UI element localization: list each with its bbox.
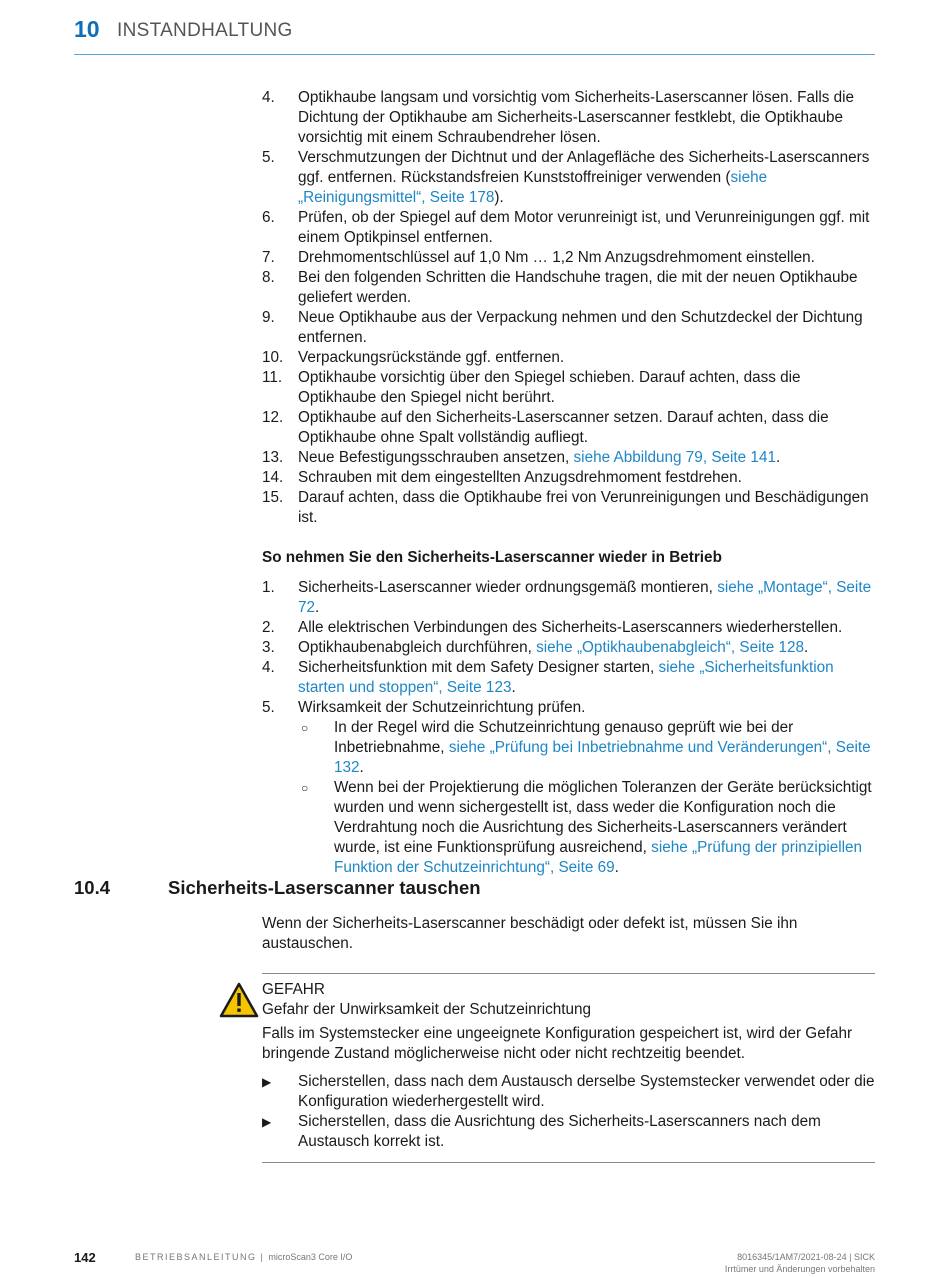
warning-triangle-icon [219, 982, 259, 1018]
danger-body: Falls im Systemstecker eine ungeeignete Konfiguration gespeichert ist, wird der Gefahr bringende Zustand möglicherweise nicht oder nicht rechtzeitig beendet. [262, 1025, 853, 1062]
list-item: 1. Sicherheits-Laserscanner wieder ordnungsgemäß montieren, siehe „Montage“, Seite 72. [262, 579, 872, 616]
page-header [74, 14, 875, 55]
list-item: 5. Verschmutzungen der Dichtnut und der Anlagefläche des Sicherheits-Laserscanners ggf. entfernen. Rückstandsfreien Kunststoffreiniger verwenden (siehe „Reinigungsmittel“, Seite 178). [262, 149, 870, 206]
list-item: 8. Bei den folgenden Schritten die Handschuhe tragen, die mit der neuen Optikhaube geliefert werden. [262, 269, 858, 306]
chapter-number: 10 [74, 16, 100, 42]
cross-reference-link[interactable]: siehe „Montage“, Seite 72 [298, 579, 872, 616]
section-number: 10.4 [74, 877, 111, 898]
list-item: 14. Schrauben mit dem eingestellten Anzugsdrehmoment festdrehen. [262, 469, 742, 486]
cross-reference-link[interactable]: siehe „Prüfung bei Inbetriebnahme und Veränderungen“, Seite 132 [334, 739, 871, 776]
circle-bullet-icon: ○ [301, 721, 309, 735]
list-item: 5. Wirksamkeit der Schutzeinrichtung prüfen. ○ In der Regel wird die Schutzeinrichtung genauso geprüft wie bei der Inbetriebnahme, siehe „Prüfung bei Inbetriebnahme und Veränderungen“, Seite 132. ○ Wenn bei der Projektierung die möglichen Toleranzen der Geräte berücksichtigt wurden und wenn sichergestellt ist, dass weder die Konfiguration noch die Verdrahtung noch die Ausrichtung des Sicherheits-Laserscanners verändert wurde, ist eine Funktionsprüfung ausreichend, siehe „Prüfung der prinzipiellen Funktion der Schutzeinrichtung“, Seite 69. [262, 698, 875, 878]
main-content [262, 88, 875, 878]
action-list [262, 1072, 875, 1152]
chapter-title: INSTANDHALTUNG [117, 20, 293, 41]
sub-list [298, 718, 875, 878]
section-title: Sicherheits-Laserscanner tauschen [168, 877, 481, 898]
disclaimer: Irrtümer und Änderungen vorbehalten [724, 1264, 875, 1274]
list-item: 7. Drehmomentschlüssel auf 1,0 Nm … 1,2 Nm Anzugsdrehmoment einstellen. [262, 249, 815, 266]
danger-notice [262, 973, 875, 1163]
action-item: ▶ Sicherstellen, dass nach dem Austausch derselbe Systemstecker verwendet oder die Konfiguration wiederhergestellt wird. [262, 1073, 875, 1110]
signal-word: GEFAHR [262, 981, 325, 998]
list-item: 9. Neue Optikhaube aus der Verpackung nehmen und den Schutzdeckel der Dichtung entfernen. [262, 309, 863, 346]
sub-list-item: ○ In der Regel wird die Schutzeinrichtung genauso geprüft wie bei der Inbetriebnahme, siehe „Prüfung bei Inbetriebnahme und Veränderungen“, Seite 132. [301, 719, 871, 776]
list-item: 15. Darauf achten, dass die Optikhaube frei von Verunreinigungen und Beschädigungen ist. [262, 489, 869, 526]
list-item: 4. Sicherheitsfunktion mit dem Safety Designer starten, siehe „Sicherheitsfunktion starten und stoppen“, Seite 123. [262, 659, 834, 696]
list-item: 4. Optikhaube langsam und vorsichtig vom Sicherheits-Laserscanner lösen. Falls die Dichtung der Optikhaube am Sicherheits-Laserscanner festklebt, die Optikhaube vorsichtig mit einem Schraubendreher lösen. [262, 89, 855, 146]
steps-list-a [262, 88, 875, 528]
cross-reference-link[interactable]: siehe „Reinigungsmittel“, Seite 178 [298, 169, 768, 206]
doc-info [725, 1251, 875, 1275]
list-item: 12. Optikhaube auf den Sicherheits-Laserscanner setzen. Darauf achten, dass die Optikhaube ohne Spalt vollständig aufliegt. [262, 409, 829, 446]
list-item: 6. Prüfen, ob der Spiegel auf dem Motor verunreinigt ist, und Verunreinigungen ggf. mit einem Optikpinsel entfernen. [262, 209, 870, 246]
doc-label: BETRIEBSANLEITUNG | microScan3 Core I/O [135, 1252, 353, 1262]
list-item: 2. Alle elektrischen Verbindungen des Sicherheits-Laserscanners wiederherstellen. [262, 619, 843, 636]
procedure-heading: So nehmen Sie den Sicherheits-Laserscanner wieder in Betrieb [262, 549, 722, 566]
action-item: ▶ Sicherstellen, dass die Ausrichtung des Sicherheits-Laserscanners nach dem Austausch korrekt ist. [262, 1113, 821, 1150]
list-item: 13. Neue Befestigungsschrauben ansetzen, siehe Abbildung 79, Seite 141. [262, 449, 781, 466]
page-number: 142 [74, 1250, 96, 1265]
doc-id: 8016345/1AM7/2021-08-24 | SICK [737, 1252, 875, 1262]
list-item: 11. Optikhaube vorsichtig über den Spiegel schieben. Darauf achten, dass die Optikhaube den Spiegel nicht berührt. [262, 369, 801, 406]
cross-reference-link[interactable]: siehe „Optikhaubenabgleich“, Seite 128 [536, 639, 804, 656]
arrow-right-icon: ▶ [262, 1115, 272, 1129]
section-intro: Wenn der Sicherheits-Laserscanner beschädigt oder defekt ist, müssen Sie ihn austauschen. [262, 915, 798, 952]
list-item: 3. Optikhaubenabgleich durchführen, siehe „Optikhaubenabgleich“, Seite 128. [262, 639, 809, 656]
arrow-right-icon: ▶ [262, 1075, 272, 1089]
list-item: 10. Verpackungsrückstände ggf. entfernen. [262, 349, 565, 366]
sub-list-item: ○ Wenn bei der Projektierung die möglichen Toleranzen der Geräte berücksichtigt wurden und wenn sichergestellt ist, dass weder die Konfiguration noch die Verdrahtung noch die Ausrichtung des Sicherheits-Laserscanners verändert wurde, ist eine Funktionsprüfung ausreichend, siehe „Prüfung der prinzipiellen Funktion der Schutzeinrichtung“, Seite 69. [301, 779, 872, 876]
circle-bullet-icon: ○ [301, 781, 309, 795]
cross-reference-link[interactable]: siehe „Prüfung der prinzipiellen Funktion der Schutzeinrichtung“, Seite 69 [334, 839, 863, 876]
cross-reference-link[interactable]: siehe „Sicherheitsfunktion starten und stoppen“, Seite 123 [298, 659, 834, 696]
cross-reference-link[interactable]: siehe Abbildung 79, Seite 141 [573, 449, 776, 466]
danger-subtitle: Gefahr der Unwirksamkeit der Schutzeinrichtung [262, 1001, 592, 1018]
steps-list-b [262, 578, 875, 878]
